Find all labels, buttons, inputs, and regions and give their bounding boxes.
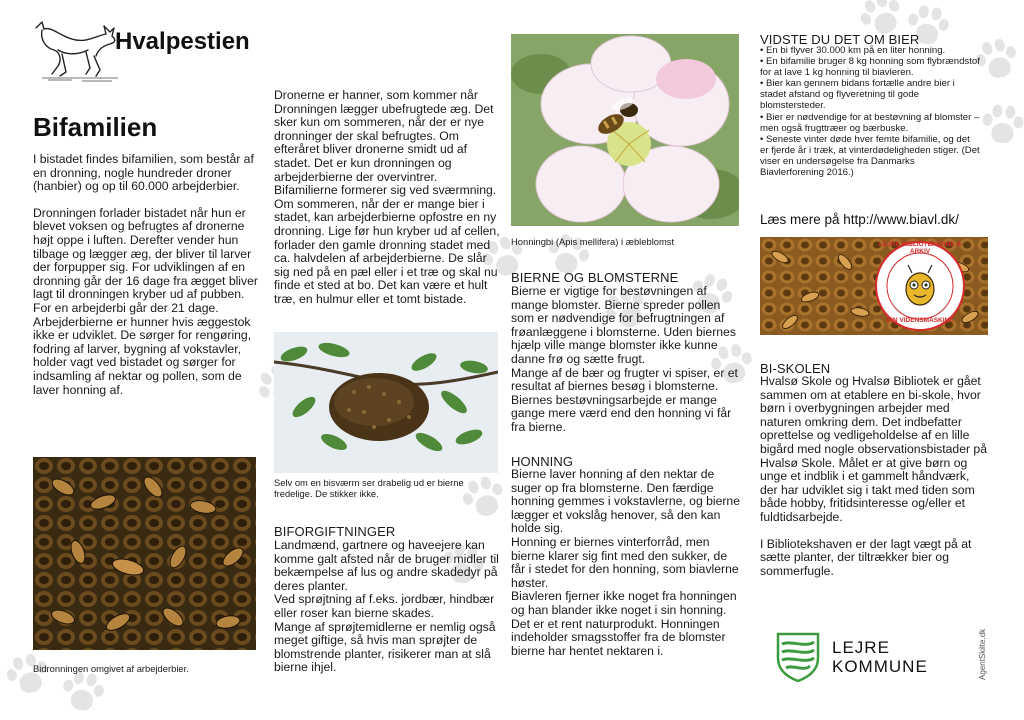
paragraph: Bierne er vigtige for bestøvningen af mange blomster. Bierne spreder pollen som er nødvendige for befrugtningen af frøanlæggene i blomsterne. Uden biernes hjælp ville mange blomster ikke kunne danne frø og sætte frugt. [511, 284, 736, 366]
badge-top-text: LEJRE BIBLIOTEKERNE & ARKIV [878, 241, 962, 255]
col2-body [274, 89, 501, 307]
queen-bee-photo [33, 457, 256, 650]
list-item: • Bier kan gennem bidans fortælle andre bier i stadet afstand og flyveretning til gode blomstersteder. [760, 78, 955, 112]
paragraph: Biavleren fjerner ikke noget fra honningen og han blander ikke noget i sin honning. Det er et rent naturprodukt. Honningen indeholder smagsstoffer fra de blomster bierne har hentet nektaren i. [511, 589, 737, 658]
col2-body-2 [274, 539, 501, 675]
section-heading: BI-SKOLEN [760, 361, 831, 376]
section-heading: BIFORGIFTNINGER [274, 524, 396, 539]
logo-text-kommune: KOMMUNE [832, 657, 928, 676]
list-item: • Bier er nødvendige for at bestøvning af blomster – men også frugttræer og bærbuske. [760, 111, 980, 134]
paw-print-icon [1, 650, 55, 704]
facts-list [760, 45, 980, 178]
photo-caption: Bidronningen omgivet af arbejderbier. [33, 663, 189, 674]
lejre-kommune-shield-icon [776, 632, 820, 682]
section-heading: VIDSTE DU DET OM BIER [760, 32, 920, 47]
section-heading: BIERNE OG BLOMSTERNE [511, 270, 679, 285]
paragraph: Mange af sprøjtemidlerne er nemlig også meget giftige, så hvis man sprøjter de blomstrende planter, risikerer man at slå bierne ihjel. [274, 619, 496, 675]
paragraph: Honning er biernes vinterforråd, men bierne klarer sig fint med den sukker, de får i stedet for den honning, som biavlerne høster. [511, 534, 739, 590]
paragraph: Landmænd, gartnere og haveejere kan komme galt afsted når de bruger midler til bekæmpelse af lus og andre skadedyr på deres planter. [274, 538, 499, 593]
credit-text: AgentSkilte.dk [978, 628, 987, 680]
paragraph: I bistadet findes bifamilien, som består af en dronning, nogle hundreder droner (hanbier) og op til 60.000 arbejderbier. [33, 152, 254, 194]
photo-caption: Honningbi (Apis mellifera) i æbleblomst [511, 236, 675, 247]
fox-logo-icon [32, 20, 124, 82]
col3-body-2 [511, 468, 742, 658]
section-heading: HONNING [511, 454, 574, 469]
paragraph: Bifamilierne formerer sig ved sværmning. Om sommeren, når der er mange bier i stadet, kan arbejderbierne opfostre en ny dronning. Lige før hun kryber ud af cellen, forlader den gamle dronning stadet med ca. halvdelen af arbejderbierne. De slår sig ned på en pæl eller i et træ og skal nu finde et sted at bo. Det kan være et hult træ, en hulmur eller et tomt bistade. [274, 183, 500, 306]
photo-caption: Selv om en bisværm ser drabelig ud er bierne fredelige. De stikker ikke. [274, 477, 464, 499]
library-badge-photo [760, 237, 988, 335]
list-item: • En bifamilie bruger 8 kg honning som flybrændstof for at lave 1 kg honning til biavleren. [760, 56, 980, 79]
col1-body [33, 153, 261, 397]
logo-text-lejre: LEJRE [832, 638, 890, 657]
paragraph: I Bibliotekshaven er der lagt vægt på at sætte planter, der tiltrækker bier og sommerfugle. [760, 536, 972, 578]
bee-on-apple-blossom-photo [511, 34, 739, 226]
paragraph: Biernes bestøvningsarbejde er mange gange mere værd end den honning vi får fra bierne. [511, 392, 732, 434]
paragraph: Mange af de bær og frugter vi spiser, er et resultat af biernes besøg i blomsterne. [511, 365, 738, 394]
col4-body [760, 375, 988, 578]
paragraph: Ved sprøjtning af f.eks. jordbær, hindbær eller roser kan bierne skades. [274, 592, 495, 620]
paragraph: Dronningen forlader bistadet når hun er blevet voksen og befrugtes af dronerne højt oppe i luften. Derefter vender hun tilbage og lægger æg, der bliver til larver der forpupper sig. For udviklingen af en dronning går der 16 dage fra ægget bliver lagt til dronningen kryber ud af pubben. For en arbejderbi går der 21 dage. Arbejderbierne er hunner hvis æggestok ikke er udviklet. De sørger for rengøring, fodring af larver, bygning af vokstavler, holder vagt ved bistadet og sørger for indsamling af nektar og pollen, som de laver honning af. [33, 205, 258, 397]
paw-print-icon [978, 103, 1024, 151]
page-title: Bifamilien [33, 112, 158, 142]
bee-swarm-photo [274, 332, 498, 473]
paragraph: Dronerne er hanner, som kommer når Dronningen lægger ubefrugtede æg. Det sker kun om sommeren, når der er nye dronninger der skal befrugtes. Om efteråret bliver dronerne smidt ud af stadet. Det er kun dronningen og arbejderbierne der overvintrer. [274, 88, 494, 184]
site-name: Hvalpestien [115, 28, 250, 55]
list-item: • Seneste vinter døde hver femte bifamilie, og det er fjerde år i træk, at vinterdødeligheden stiger. (Det viser en undersøgelse fra Danmarks Biavlerforening 2016.) [760, 133, 980, 179]
col3-body-1 [511, 285, 742, 435]
list-item: • En bi flyver 30.000 km på en liter honning. [760, 45, 946, 56]
paw-print-icon [57, 669, 108, 720]
paragraph: Bierne laver honning af den nektar de suger op fra blomsterne. Den færdige honning gemmes i vokstavlerne, og bierne lægger et vokslåg henover, så den kan holde sig. [511, 467, 740, 536]
paragraph: Hvalsø Skole og Hvalsø Bibliotek er gået sammen om at etablere en bi-skole, hvor børn i overbygningen arbejder med naturen omkring dem. Det indbefatter oprettelse og vedligeholdelse af en lille bigård med nogle observationsbistader på Hvalsø Skole. Målet er at give børn og unge et indblik i et gammelt håndværk, der har udviklet sig i takt med tiden som både hobby, fritidsinteresse og/eller et fuldtidsarbejde. [760, 374, 987, 524]
read-more-link[interactable]: Læs mere på http://www.biavl.dk/ [760, 212, 959, 227]
badge-bottom-text: DIN VIDENSMASKINE [886, 317, 954, 324]
